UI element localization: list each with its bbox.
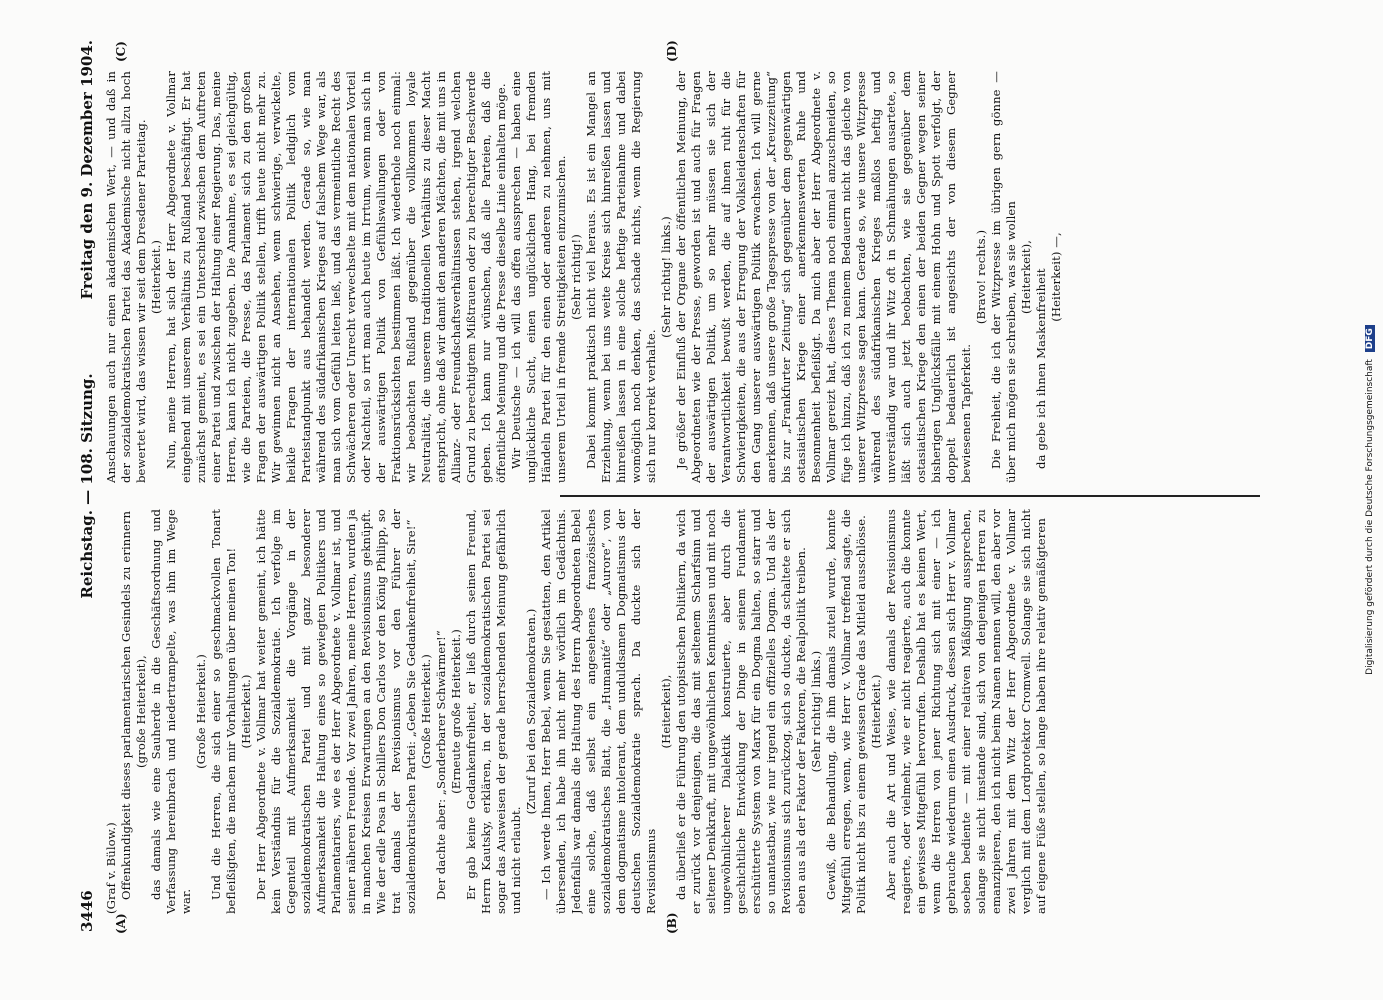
page-number: 3446 (78, 890, 96, 932)
interjection: (Bravo! rechts.) (974, 229, 988, 325)
paragraph: Er gab keine Gedankenfreiheit, er ließ durch seinen Freund, Herrn Kautsky, erklären, in der sozialdemokratischen Partei sei sogar das Ausweisen der gerade herrschenden Meinung gefährlich und nicht erlaubt. (464, 509, 523, 914)
interjection: (Heiterkeit) —, (1049, 232, 1063, 322)
interjection: (große Heiterkeit), (134, 655, 148, 768)
paragraph: Nun, meine Herren, hat sich der Herr Abgeordnete v. Vollmar eingehend mit unserem Verhältnis zu Rußland beschäftigt. Er hat zunächst gemeint, es sei ein Unterschied zwischen dem Auftreten einer Partei und zwischen der Haltung einer Regierung. Das, meine Herren, kann ich nicht zugeben. Die Annahme, es sei gleichgültig, wie die Parteien, die Presse, das Parlament sich zu den großen Fragen der auswärtigen Politik stellen, trifft heute nicht mehr zu. Wir gewinnen nicht an Ansehen, wenn schwierige, verwickelte, heikle Fragen der internationalen Politik lediglich vom Parteistandpunkt aus behandelt werden. Gerade so, wie man während des südafrikanischen Krieges auf falschem Wege war, als man sich vom Gefühl leiten ließ, und das vermeintliche Recht des Schwächeren oder Unrecht verwechselte mit dem nationalen Vorteil oder Nachteil, so irrt man auch heute im Irrtum, wenn man sich in der auswärtigen Politik von Gefühlswallungen oder von Fraktionsrücksichten bestimmen läßt. Ich wiederhole noch einmal: wir beobachten Rußland gegenüber die vollkommen loyale Neutralität, die unserem traditionellen Verhältnis zu dieser Macht entspricht, ohne daß wir damit den anderen Mächten, die mit uns in Allianz- oder Freundschaftsverhältnissen stehen, irgend welchen Grund zu berechtigtem Mißtrauen oder zu berechtigter Beschwerde geben. Ich kann nur wünschen, daß alle Parteien, daß die öffentliche Meinung und die Presse dieselbe Linie einhalten möge. (164, 71, 508, 483)
paragraph: da überließ er die Führung den utopistischen Politikern, da wich er zurück vor denjenigen, die das mit seltenem Scharfsinn und seltener Denkkraft, mit ungewöhnlichen Kenntnissen und mit noch ungewöhnlicherer Dialektik konstruierte, aber durch die geschichtliche Entwicklung der Dinge in seinem Fundament erschütterte System von Marx für ein Dogma halten, so starr und so unantastbar, wie nur irgend ein offizielles Dogma. Und als der Revisionismus sich zurückzog, sich so duckte, da schaltete er sich eben aus als der Faktor der Faktoren, die Realpolitik treiben. (674, 509, 808, 914)
margin-marker-c: (C) (114, 41, 128, 62)
paragraph: Und die Herren, die sich einer so geschmackvollen Tonart befleißigten, die machen mir Vorhaltungen über meinen Ton! (209, 509, 238, 914)
margin-marker-b: (B) (665, 912, 679, 934)
interjection: (Zuruf bei den Sozialdemokraten.) (524, 608, 538, 815)
interjection: (Heiterkeit.) (239, 674, 253, 749)
paragraph: Der dachte aber: „Sonderbarer Schwärmer!“ (434, 630, 448, 900)
footer (1365, 0, 1375, 1000)
margin-marker-d: (D) (665, 40, 679, 62)
paragraph: Offenkundigkeit dieses parlamentarischen Gesindels zu erinnern (119, 510, 133, 900)
left-column (104, 509, 1285, 914)
interjection: (Sehr richtig!) (569, 234, 583, 320)
paragraph: (Graf v. Bülow.) (104, 822, 118, 914)
dfg-logo: DFG (1365, 325, 1375, 352)
interjection: (Sehr richtig! links.) (809, 650, 823, 773)
paragraph: Dabei kommt praktisch nicht viel heraus. Es ist ein Mangel an Erziehung, wenn bei uns weite Kreise sich hinreißen lassen und hinreißen lassen in eine solche heftige Parteinahme und dabei womöglich noch denken, das schade nichts, wenn die Regierung sich nur korrekt verhalte. (584, 71, 658, 483)
session-title: Reichstag. — 108. Sitzung. (78, 373, 96, 599)
session-date: Freitag den 9. Dezember 1904. (78, 40, 96, 300)
interjection: (Sehr richtig! links.) (659, 216, 673, 338)
paragraph: Je größer der Einfluß der Organe der öffentlichen Meinung, der Abgeordneten wie der Presse, geworden ist und auch für Fragen der auswärtigen Politik, um so mehr müssen sie sich der Verantwortlichkeit bewußt werden, die auf ihnen ruht für die Schwierigkeiten, die aus der Erregung der Volksleidenschaften für den Gang unserer auswärtigen Politik erwachsen. Ich will gerne anerkennen, daß unsere große Tagespresse von der „Kreuzzeitung“ bis zur „Frankfurter Zeitung“ sich gegenüber dem gegenwärtigen ostasiatischen Kriege einer anerkennenswerten Ruhe und Besonnenheit befleißigt. Da mich aber der Herr Abgeordnete v. Vollmar gereizt hat, dieses Thema noch einmal anzuschneiden, so füge ich hinzu, daß ich zu meinem Bedauern nicht das gleiche von unserer Witzpresse sagen kann. Gerade so, wie unsere Witzpresse während des südafrikanischen Krieges maßlos heftig und unverständig war und ihr Witz oft in Schmähungen ausartete, so läßt sich auch jetzt beobachten, wie sie gegenüber dem ostasiatischen Kriege den einen der beiden Gegner wegen seiner bisherigen Unglücksfälle mit einem Hohn und Spott verfolgt, der doppelt bedauerlich ist angesichts der von diesem Gegner bewiesenen Tapferkeit. (674, 71, 973, 483)
margin-marker-a: (A) (114, 913, 128, 934)
paragraph: Wir Deutsche — ich will das offen aussprechen — haben eine unglückliche Sucht, einen unglücklichen Hang, bei fremden Händeln Partei für den einen oder anderen zu nehmen, uns mit unserem Urteil in fremde Streitigkeiten einzumischen. (509, 71, 568, 483)
interjection: (Heiterkeit.) (869, 674, 883, 749)
interjection: (Große Heiterkeit.) (419, 654, 433, 769)
footer-text: Digitalisierung gefördert durch die Deutsche Forschungsgemeinschaft (1365, 359, 1375, 675)
right-column (104, 71, 1285, 483)
interjection: (Heiterkeit), (659, 674, 673, 749)
page-header (78, 40, 104, 932)
paragraph: da gebe ich ihnen Maskenfreiheit (1034, 268, 1048, 469)
paragraph: Anschauungen auch nur einen akademischen Wert, — und daß in der sozialdemokratischen Partei das Akademische nicht allzu hoch bewertet wird, das wissen wir seit dem Dresdener Parteitag. (104, 71, 148, 483)
paragraph: Die Freiheit, die ich der Witzpresse im übrigen gern gönne — über mich mögen sie schreiben, was sie wollen (989, 71, 1018, 483)
interjection: (Erneute große Heiterkeit.) (449, 629, 463, 794)
paragraph: Aber auch die Art und Weise, wie damals der Revisionismus reagierte, oder vielmehr, wie er nicht reagierte, auch die konnte ein gewisses Mitgefühl hervorrufen. Deshalb hat es keinen Wert, wenn die Herren von jener Richtung sich mit einer — ich gebrauche wiederum einen Ausdruck, dessen sich Herr v. Vollmar soeben bediente — mit einer relativen Mäßigung aussprechen, solange sie nicht imstande sind, sich von denjenigen Herren zu emanzipieren, den ich nicht beim Namen nennen will, den aber vor zwei Jahren mit dem Witz der Herr Abgeordnete v. Vollmar verglich mit dem Lordprotektor Cromwell. Solange sie sich nicht auf eigene Füße stellen, so lange haben ihre relativ gemäßigteren (884, 509, 1048, 914)
paragraph: Gewiß, die Behandlung, die ihm damals zuteil wurde, konnte Mitgefühl erregen, wenn, wie Herr v. Vollmar treffend sagte, die Politik nicht bis zu einem gewissen Grade das Mitleid ausschlösse. (824, 509, 868, 914)
interjection: (Heiterkeit), (1019, 239, 1033, 315)
paragraph: — Ich werde Ihnen, Herr Bebel, wenn Sie gestatten, den Artikel übersenden, ich habe ihn nicht mehr wörtlich im Gedächtnis. Jedenfalls war damals die Haltung des Herrn Abgeordneten Bebel eine solche, daß selbst ein angesehenes französisches sozialdemokratisches Blatt, die „Humanité“ oder „Aurore“, von dem dogmatisme intolerant, dem unduldsamen Dogmatismus der deutschen Sozialdemokratie sprach. Da duckte sich der Revisionismus (539, 509, 658, 914)
column-divider (560, 495, 1260, 497)
interjection: (Große Heiterkeit.) (194, 654, 208, 769)
paragraph: Der Herr Abgeordnete v. Vollmar hat weiter gemeint, ich hätte kein Verständnis für die Sozialdemokratie. Ich verfolge im Gegenteil mit Aufmerksamkeit die Vorgänge in der sozialdemokratischen Partei und mit ganz besonderer Aufmerksamkeit die Haltung eines so gewiegten Politikers und Parlamentariers, wie es der Herr Abgeordnete v. Vollmar ist, und seiner näheren Freunde. Vor zwei Jahren, meine Herren, wurden ja in manchen Kreisen Erwartungen an den Revisionismus geknüpft. Wie der edle Posa in Schillers Don Carlos vor den König Philipp, so trat damals der Revisionismus vor den Führer der sozialdemokratischen Partei: „Geben Sie Gedankenfreiheit, Sire!“ (254, 509, 418, 914)
paragraph: das damals wie eine Sauherde in die Geschäftsordnung und Verfassung hereinbrach und niedertrampelte, was ihm im Wege war. (149, 509, 193, 914)
interjection: (Heiterkeit.) (149, 239, 163, 315)
